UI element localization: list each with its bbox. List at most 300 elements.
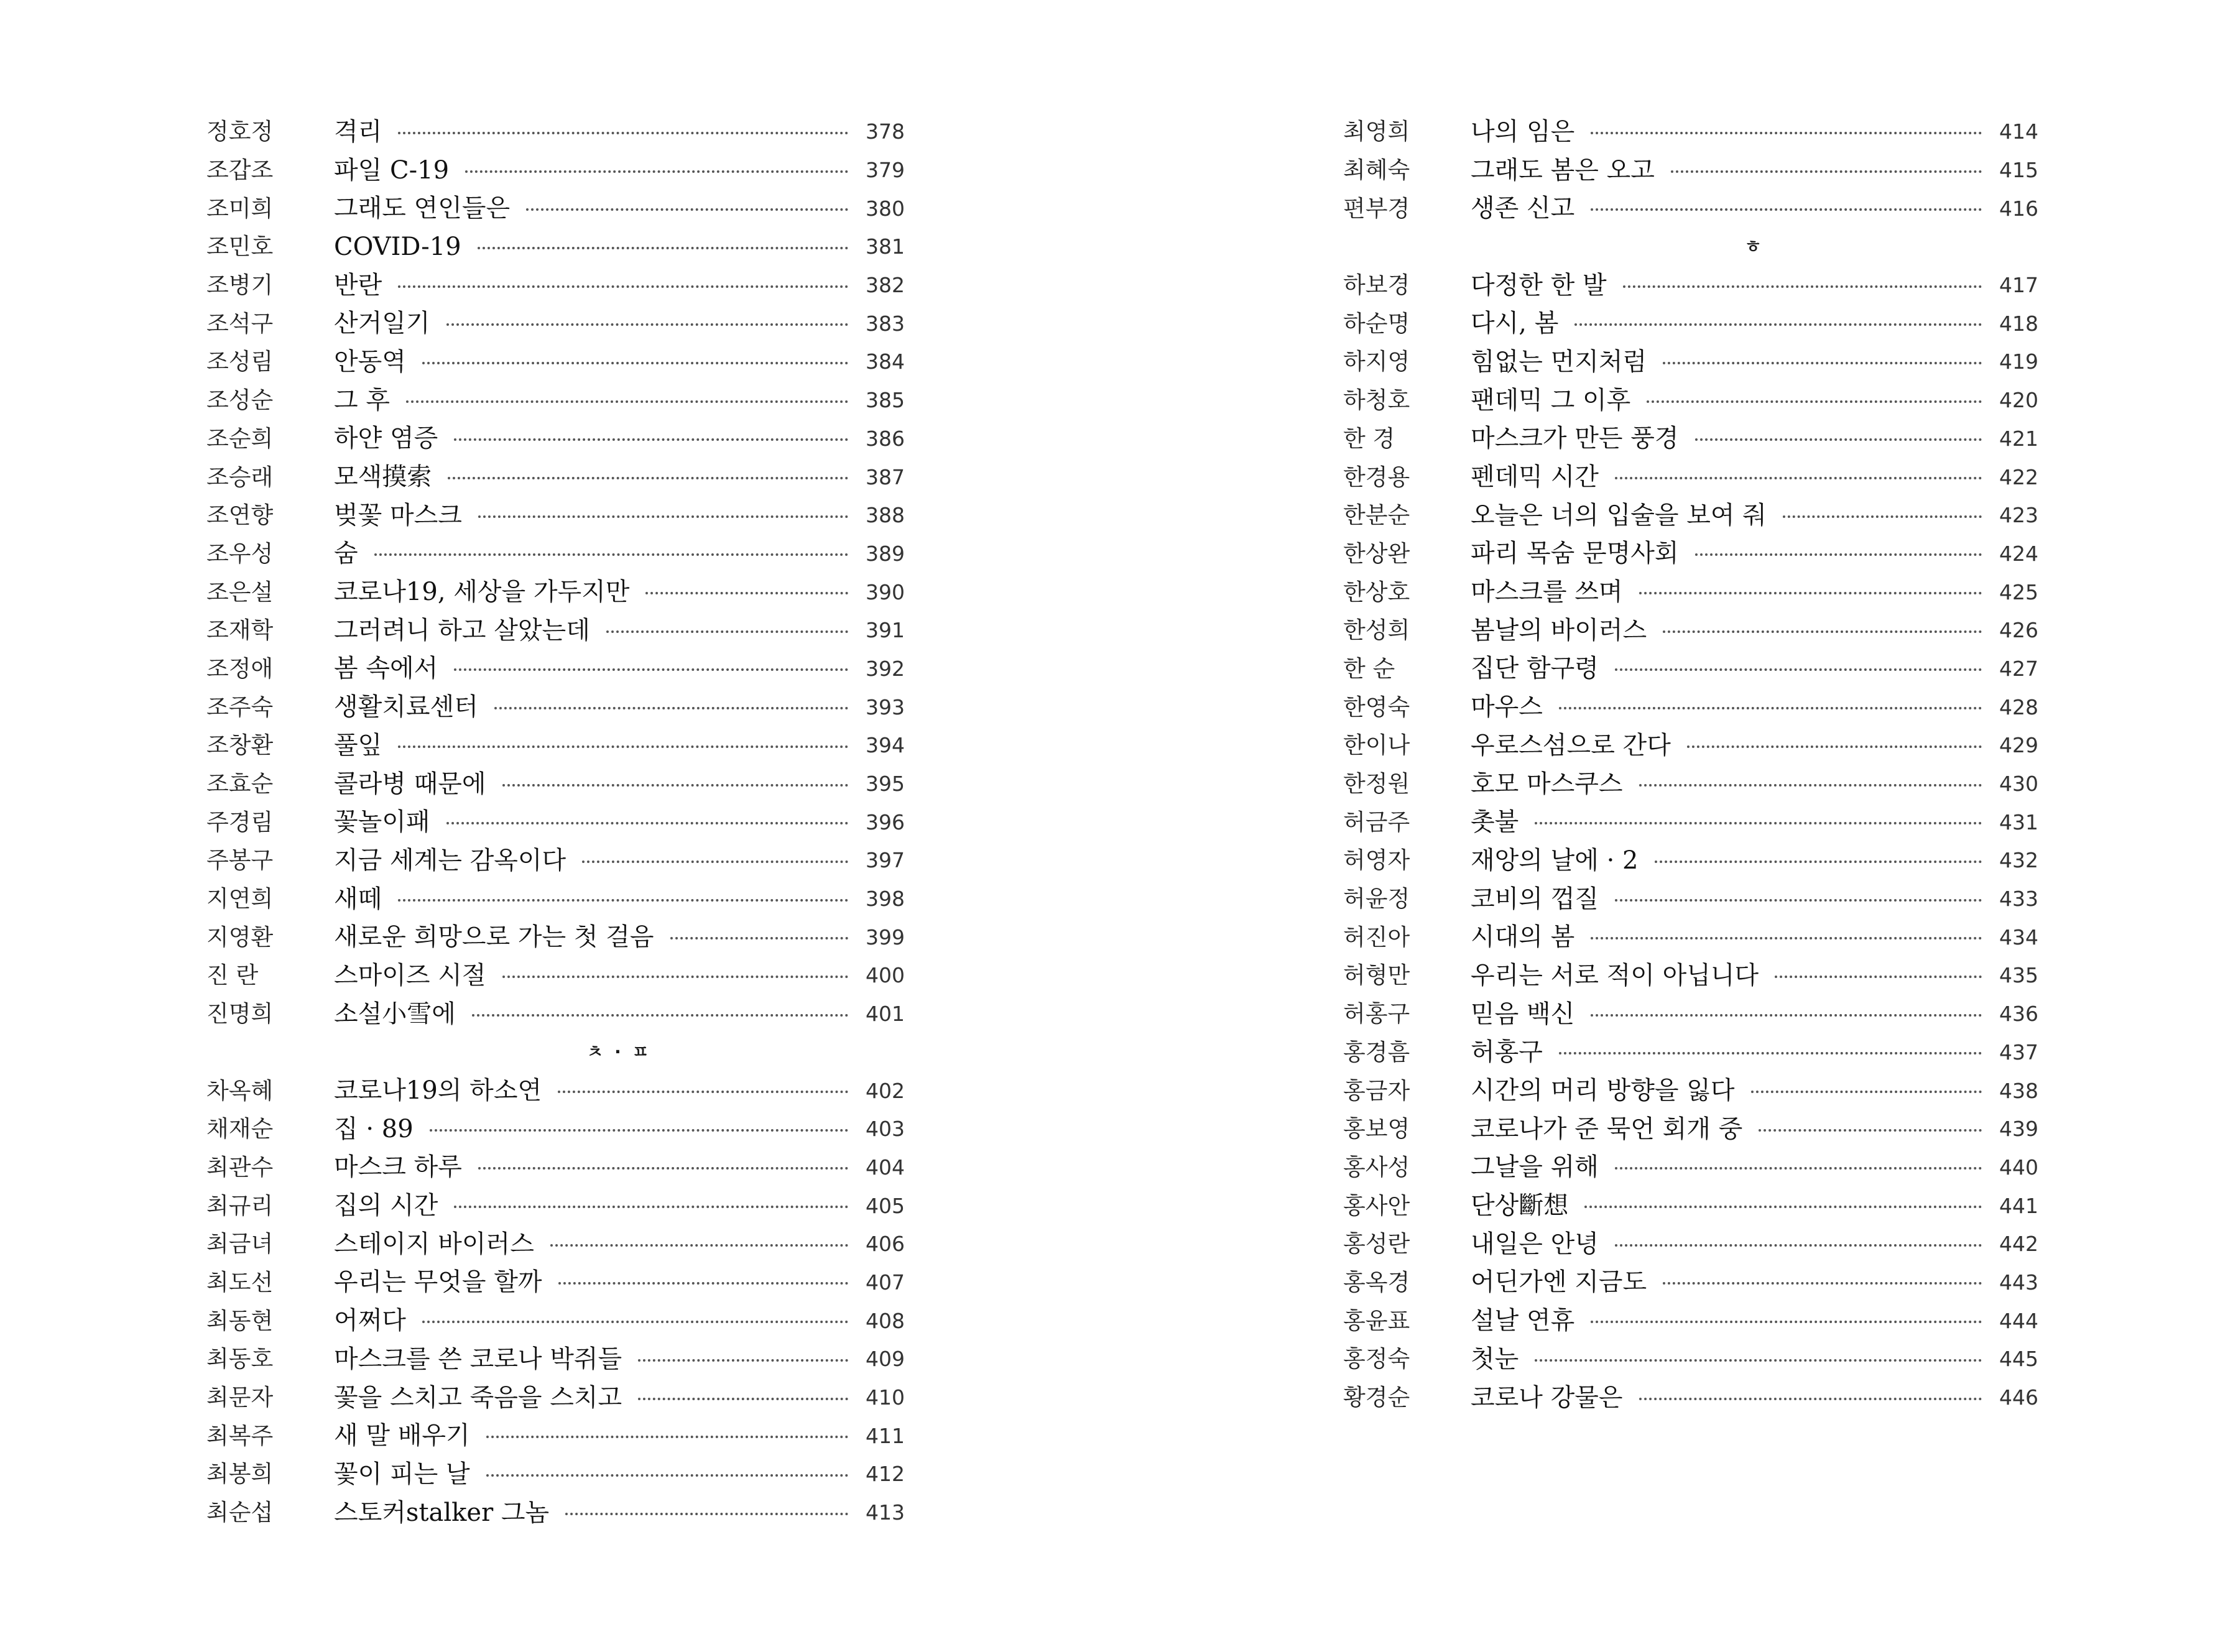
- entry-author: 하순명: [1343, 310, 1410, 337]
- dot-leader: [398, 132, 848, 134]
- entry-title: 콜라병 때문에: [334, 769, 486, 798]
- entry-page-number: 404: [866, 1155, 905, 1179]
- toc-entry[interactable]: [1343, 420, 2038, 458]
- dot-leader: [582, 861, 848, 863]
- entry-title: 집의 시간: [334, 1191, 438, 1221]
- entry-page-number: 416: [1999, 196, 2038, 221]
- dot-leader: [1535, 1359, 1982, 1362]
- dot-leader: [1591, 208, 1982, 211]
- toc-entry[interactable]: [206, 650, 904, 688]
- entry-title: 시대의 봄: [1471, 923, 1575, 952]
- toc-entry[interactable]: [1343, 1071, 2038, 1110]
- entry-author: 홍정숙: [1343, 1345, 1410, 1373]
- entry-title: 다시, 봄: [1471, 309, 1559, 338]
- toc-entry[interactable]: [206, 1340, 904, 1378]
- dot-leader: [1559, 1052, 1982, 1054]
- dot-leader: [1663, 1282, 1982, 1285]
- entry-page-number: 415: [1999, 158, 2038, 183]
- entry-title: 오늘은 너의 입술을 보여 줘: [1471, 501, 1767, 530]
- entry-title: 풀잎: [334, 731, 382, 760]
- entry-author: 한분순: [1343, 502, 1410, 529]
- entry-page-number: 427: [1999, 656, 2038, 681]
- toc-entry[interactable]: [206, 496, 904, 535]
- dot-leader: [1751, 1091, 1982, 1093]
- toc-entry[interactable]: [1343, 880, 2038, 918]
- dot-leader: [446, 822, 848, 824]
- entry-author: 허윤정: [1343, 885, 1410, 913]
- entry-author: 조은설: [206, 578, 274, 606]
- toc-entry[interactable]: [206, 803, 904, 841]
- dot-leader: [638, 1398, 848, 1400]
- dot-leader: [1623, 285, 1982, 288]
- entry-title: 설날 연휴: [1471, 1306, 1575, 1336]
- toc-entry[interactable]: [1343, 611, 2038, 650]
- entry-title: 그래도 봄은 오고: [1471, 155, 1655, 185]
- entry-author: 조창환: [206, 732, 274, 759]
- entry-page-number: 397: [866, 848, 905, 873]
- entry-title: 새떼: [334, 884, 382, 913]
- entry-author: 조병기: [206, 272, 274, 299]
- toc-entry[interactable]: [206, 995, 904, 1033]
- entry-author: 한이나: [1343, 732, 1410, 759]
- entry-page-number: 400: [866, 963, 905, 988]
- entry-title: 스토커stalker 그놈: [334, 1498, 550, 1527]
- entry-page-number: 384: [866, 349, 905, 374]
- entry-title: 팬데믹 그 이후: [1471, 385, 1631, 415]
- toc-entry[interactable]: [1343, 573, 2038, 611]
- toc-entry[interactable]: [206, 343, 904, 381]
- entry-author: 지연희: [206, 885, 274, 913]
- entry-title: 펜데믹 시간: [1471, 463, 1599, 492]
- dot-leader: [486, 1474, 848, 1477]
- toc-entry[interactable]: [1343, 841, 2038, 880]
- entry-author: 최금녀: [206, 1230, 274, 1258]
- toc-entry[interactable]: [206, 956, 904, 995]
- entry-page-number: 407: [866, 1270, 905, 1294]
- entry-page-number: 443: [1999, 1270, 2038, 1294]
- entry-page-number: 428: [1999, 694, 2038, 719]
- entry-page-number: 425: [1999, 579, 2038, 604]
- dot-leader: [478, 247, 848, 249]
- entry-author: 허금주: [1343, 808, 1410, 836]
- toc-entry[interactable]: [1343, 458, 2038, 496]
- entry-title: 그래도 연인들은: [334, 194, 511, 223]
- entry-title: 코로나 강물은: [1471, 1383, 1623, 1412]
- entry-title: 소설小雪에: [334, 999, 456, 1028]
- entry-page-number: 424: [1999, 541, 2038, 566]
- entry-page-number: 385: [866, 388, 905, 413]
- toc-entry[interactable]: [206, 688, 904, 726]
- toc-entry[interactable]: [206, 381, 904, 420]
- toc-entry[interactable]: [1343, 381, 2038, 420]
- toc-entry[interactable]: [1343, 1033, 2038, 1072]
- dot-leader: [1639, 592, 1982, 594]
- entry-title: 다정한 한 발: [1471, 270, 1607, 300]
- entry-author: 한성희: [1343, 617, 1410, 644]
- dot-leader: [1591, 1014, 1982, 1017]
- entry-page-number: 379: [866, 158, 905, 183]
- dot-leader: [446, 323, 848, 326]
- entry-page-number: 413: [866, 1500, 905, 1525]
- entry-title: 숨: [334, 539, 358, 568]
- entry-page-number: 410: [866, 1385, 905, 1410]
- entry-page-number: 426: [1999, 618, 2038, 643]
- toc-entry[interactable]: [1343, 496, 2038, 535]
- entry-page-number: 432: [1999, 848, 2038, 873]
- entry-author: 최순섭: [206, 1499, 274, 1526]
- entry-page-number: 411: [866, 1423, 905, 1448]
- entry-author: 지영환: [206, 923, 274, 951]
- entry-page-number: 442: [1999, 1232, 2038, 1257]
- entry-page-number: 399: [866, 925, 905, 949]
- dot-leader: [454, 668, 848, 671]
- toc-entry[interactable]: [206, 266, 904, 305]
- toc-entry[interactable]: [1343, 1110, 2038, 1148]
- dot-leader: [465, 170, 848, 173]
- dot-leader: [1687, 745, 1982, 748]
- toc-entry[interactable]: [206, 726, 904, 765]
- toc-entry[interactable]: [1343, 189, 2038, 228]
- entry-page-number: 440: [1999, 1155, 2038, 1179]
- dot-leader: [398, 285, 848, 288]
- dot-leader: [1615, 1167, 1982, 1170]
- toc-entry[interactable]: [1343, 1148, 2038, 1187]
- entry-title: 호모 마스쿠스: [1471, 769, 1623, 798]
- entry-title: 우로스섬으로 간다: [1471, 731, 1671, 760]
- toc-entry[interactable]: [206, 420, 904, 458]
- entry-page-number: 388: [866, 503, 905, 528]
- entry-page-number: 393: [866, 694, 905, 719]
- dot-leader: [486, 1436, 848, 1438]
- entry-page-number: 402: [866, 1078, 905, 1103]
- entry-page-number: 412: [866, 1462, 905, 1487]
- entry-page-number: 444: [1999, 1308, 2038, 1333]
- toc-entry[interactable]: [1343, 343, 2038, 381]
- entry-page-number: 445: [1999, 1347, 2038, 1372]
- toc-entry[interactable]: [1343, 304, 2038, 343]
- toc-entry[interactable]: [206, 1378, 904, 1417]
- entry-page-number: 420: [1999, 388, 2038, 413]
- entry-title: 시간의 머리 방향을 잃다: [1471, 1076, 1735, 1105]
- entry-title: 벚꽃 마스크: [334, 501, 462, 530]
- toc-entry[interactable]: [1343, 1263, 2038, 1302]
- dot-leader: [670, 937, 848, 939]
- entry-author: 홍성란: [1343, 1230, 1410, 1258]
- entry-page-number: 417: [1999, 273, 2038, 298]
- dot-leader: [565, 1513, 848, 1515]
- entry-title: 힘없는 먼지처럼: [1471, 347, 1647, 376]
- entry-page-number: 395: [866, 772, 905, 796]
- entry-title: 지금 세계는 감옥이다: [334, 846, 566, 875]
- entry-page-number: 446: [1999, 1385, 2038, 1410]
- toc-entry[interactable]: [206, 1071, 904, 1110]
- dot-leader: [558, 1282, 848, 1285]
- entry-page-number: 418: [1999, 311, 2038, 336]
- toc-entry[interactable]: [1343, 688, 2038, 726]
- dot-leader: [1535, 822, 1982, 824]
- toc-entry[interactable]: [206, 458, 904, 496]
- toc-left-column: [206, 113, 904, 1531]
- entry-author: 조주숙: [206, 693, 274, 721]
- entry-title: 꽃놀이패: [334, 808, 430, 837]
- entry-title: 파일 C-19: [334, 155, 450, 185]
- entry-title: COVID-19: [334, 232, 461, 261]
- entry-author: 하보경: [1343, 272, 1410, 299]
- entry-author: 진 란: [206, 962, 259, 989]
- entry-author: 홍사성: [1343, 1153, 1410, 1181]
- dot-leader: [1663, 630, 1982, 633]
- entry-page-number: 396: [866, 810, 905, 834]
- toc-entry[interactable]: [1343, 726, 2038, 765]
- dot-leader: [478, 515, 848, 518]
- toc-entry[interactable]: [206, 841, 904, 880]
- entry-title: 격리: [334, 117, 382, 146]
- entry-page-number: 392: [866, 656, 905, 681]
- entry-title: 반란: [334, 270, 382, 300]
- entry-page-number: 441: [1999, 1193, 2038, 1218]
- dot-leader: [1615, 899, 1982, 902]
- entry-title: 코로나19의 하소연: [334, 1076, 542, 1105]
- toc-entry[interactable]: [206, 228, 904, 266]
- entry-author: 한영숙: [1343, 693, 1410, 721]
- dot-leader: [1615, 668, 1982, 671]
- entry-author: 허진아: [1343, 923, 1410, 951]
- dot-leader: [1639, 784, 1982, 787]
- entry-title: 어딘가엔 지금도: [1471, 1268, 1647, 1297]
- toc-entry[interactable]: [1343, 1340, 2038, 1378]
- entry-author: 황경순: [1343, 1384, 1410, 1411]
- entry-page-number: 380: [866, 196, 905, 221]
- entry-title: 집단 함구령: [1471, 654, 1599, 683]
- entry-author: 조성림: [206, 348, 274, 376]
- toc-entry[interactable]: [1343, 1186, 2038, 1225]
- entry-author: 최봉희: [206, 1460, 274, 1488]
- entry-author: 차옥혜: [206, 1077, 274, 1104]
- dot-leader: [638, 1359, 848, 1362]
- toc-entry[interactable]: [1343, 918, 2038, 956]
- entry-author: 최동호: [206, 1345, 274, 1373]
- entry-author: 최복주: [206, 1422, 274, 1449]
- entry-title: 나의 임은: [1471, 117, 1575, 146]
- entry-title: 하얀 염증: [334, 424, 438, 453]
- entry-title: 안동역: [334, 347, 406, 376]
- toc-entry[interactable]: [1343, 995, 2038, 1033]
- entry-title: 생존 신고: [1471, 194, 1575, 223]
- toc-entry[interactable]: [206, 880, 904, 918]
- dot-leader: [478, 1167, 848, 1170]
- toc-entry[interactable]: [206, 1148, 904, 1187]
- toc-entry[interactable]: [206, 918, 904, 956]
- toc-entry[interactable]: [1343, 803, 2038, 841]
- toc-entry[interactable]: [1343, 956, 2038, 995]
- entry-page-number: 403: [866, 1117, 905, 1142]
- entry-author: 조석구: [206, 310, 274, 337]
- entry-title: 마우스: [1471, 693, 1543, 722]
- dot-leader: [1615, 1244, 1982, 1247]
- dot-leader: [1559, 707, 1982, 709]
- entry-page-number: 430: [1999, 772, 2038, 796]
- entry-author: 홍경흠: [1343, 1038, 1410, 1066]
- dot-leader: [1615, 477, 1982, 479]
- entry-page-number: 408: [866, 1308, 905, 1333]
- dot-leader: [454, 1206, 848, 1208]
- entry-author: 허형만: [1343, 962, 1410, 989]
- dot-leader: [1671, 170, 1982, 173]
- entry-author: 하지영: [1343, 348, 1410, 376]
- entry-page-number: 439: [1999, 1117, 2038, 1142]
- entry-author: 주봉구: [206, 847, 274, 874]
- entry-author: 허영자: [1343, 847, 1410, 874]
- toc-entry[interactable]: [1343, 535, 2038, 573]
- entry-page-number: 401: [866, 1002, 905, 1027]
- entry-author: 조성순: [206, 387, 274, 414]
- entry-page-number: 381: [866, 234, 905, 259]
- toc-entry[interactable]: [206, 1110, 904, 1148]
- dot-leader: [406, 400, 848, 403]
- toc-entry[interactable]: [206, 1416, 904, 1455]
- entry-page-number: 434: [1999, 925, 2038, 949]
- entry-author: 주경림: [206, 808, 274, 836]
- dot-leader: [494, 707, 848, 709]
- entry-author: 최혜숙: [1343, 157, 1410, 184]
- entry-page-number: 421: [1999, 426, 2038, 451]
- entry-title: 코로나가 준 묵언 회개 중: [1471, 1114, 1743, 1143]
- entry-title: 촛불: [1471, 808, 1519, 837]
- entry-author: 조연향: [206, 502, 274, 529]
- toc-entry[interactable]: [1343, 1378, 2038, 1417]
- entry-title: 믿음 백신: [1471, 999, 1575, 1028]
- entry-page-number: 406: [866, 1232, 905, 1257]
- toc-entry[interactable]: [206, 1493, 904, 1532]
- section-heading: ㅊ · ㅍ: [586, 1041, 652, 1063]
- toc-entry[interactable]: [206, 189, 904, 228]
- dot-leader: [448, 477, 848, 479]
- entry-author: 진명희: [206, 1000, 274, 1028]
- toc-entry[interactable]: [206, 765, 904, 803]
- dot-leader: [1759, 1129, 1982, 1132]
- toc-right-column: [1343, 113, 2038, 1416]
- dot-leader: [454, 438, 848, 441]
- entry-title: 마스크 하루: [334, 1153, 462, 1182]
- toc-entry[interactable]: [1343, 650, 2038, 688]
- entry-page-number: 438: [1999, 1078, 2038, 1103]
- toc-entry[interactable]: [206, 573, 904, 611]
- entry-author: 최영희: [1343, 118, 1410, 145]
- entry-title: 봄날의 바이러스: [1471, 616, 1647, 645]
- dot-leader: [502, 976, 848, 978]
- entry-author: 한상완: [1343, 540, 1410, 567]
- dot-leader: [422, 1321, 848, 1323]
- entry-author: 홍보영: [1343, 1115, 1410, 1143]
- dot-leader: [1775, 976, 1982, 978]
- toc-entry[interactable]: [206, 113, 904, 151]
- toc-entry[interactable]: [1343, 151, 2038, 190]
- entry-author: 정호정: [206, 118, 274, 145]
- entry-page-number: 414: [1999, 119, 2038, 144]
- dot-leader: [1663, 362, 1982, 364]
- dot-leader: [1584, 1206, 1982, 1208]
- entry-page-number: 382: [866, 273, 905, 298]
- entry-author: 채재순: [206, 1115, 274, 1143]
- entry-author: 최동현: [206, 1307, 274, 1334]
- entry-author: 조갑조: [206, 157, 274, 184]
- toc-entry[interactable]: [206, 611, 904, 650]
- entry-author: 허홍구: [1343, 1000, 1410, 1028]
- entry-title: 마스크를 쓰며: [1471, 578, 1623, 607]
- toc-entry[interactable]: [206, 1455, 904, 1493]
- entry-title: 단상斷想: [1471, 1191, 1569, 1221]
- entry-title: 허홍구: [1471, 1038, 1543, 1067]
- entry-page-number: 378: [866, 119, 905, 144]
- toc-entry[interactable]: [206, 1186, 904, 1225]
- entry-title: 그날을 위해: [1471, 1153, 1599, 1182]
- entry-author: 홍윤표: [1343, 1307, 1410, 1334]
- entry-author: 한정원: [1343, 770, 1410, 798]
- entry-title: 스테이지 바이러스: [334, 1229, 534, 1258]
- dot-leader: [398, 899, 848, 902]
- entry-author: 최도선: [206, 1268, 274, 1296]
- entry-title: 꽃이 피는 날: [334, 1459, 470, 1488]
- entry-author: 홍금자: [1343, 1077, 1410, 1104]
- dot-leader: [374, 553, 848, 556]
- entry-title: 마스크를 쓴 코로나 박쥐들: [334, 1344, 622, 1373]
- toc-entry[interactable]: [206, 1263, 904, 1302]
- entry-author: 최규리: [206, 1192, 274, 1219]
- entry-page-number: 423: [1999, 503, 2038, 528]
- dot-leader: [430, 1129, 848, 1132]
- toc-entry[interactable]: [206, 1225, 904, 1263]
- entry-title: 꽃을 스치고 죽음을 스치고: [334, 1383, 622, 1412]
- toc-entry[interactable]: [206, 151, 904, 190]
- entry-author: 한경용: [1343, 463, 1410, 491]
- toc-entry[interactable]: [206, 1301, 904, 1340]
- dot-leader: [1783, 515, 1982, 518]
- dot-leader: [1574, 323, 1982, 326]
- toc-entry[interactable]: [206, 535, 904, 573]
- entry-title: 그 후: [334, 385, 390, 415]
- toc-entry[interactable]: [1343, 1301, 2038, 1340]
- entry-title: 생활치료센터: [334, 693, 478, 722]
- entry-page-number: 386: [866, 426, 905, 451]
- toc-entry[interactable]: [1343, 266, 2038, 305]
- dot-leader: [1591, 132, 1982, 134]
- dot-leader: [1695, 438, 1982, 441]
- entry-page-number: 409: [866, 1347, 905, 1372]
- entry-author: 조민호: [206, 233, 274, 261]
- entry-title: 첫눈: [1471, 1344, 1519, 1373]
- entry-author: 한상호: [1343, 578, 1410, 606]
- entry-title: 코비의 껍질: [1471, 884, 1599, 913]
- section-heading: ㅎ: [1744, 236, 1764, 257]
- entry-page-number: 394: [866, 733, 905, 758]
- toc-entry[interactable]: [206, 304, 904, 343]
- dot-leader: [1655, 861, 1982, 863]
- entry-title: 봄 속에서: [334, 654, 438, 683]
- dot-leader: [1591, 937, 1982, 939]
- entry-author: 편부경: [1343, 195, 1410, 222]
- entry-page-number: 383: [866, 311, 905, 336]
- toc-entry[interactable]: [1343, 113, 2038, 151]
- entry-author: 조효순: [206, 770, 274, 798]
- entry-author: 조우성: [206, 540, 274, 567]
- dot-leader: [1591, 1321, 1982, 1323]
- entry-title: 그러려니 하고 살았는데: [334, 616, 590, 645]
- toc-entry[interactable]: [1343, 1225, 2038, 1263]
- entry-author: 최문자: [206, 1384, 274, 1411]
- dot-leader: [550, 1244, 848, 1247]
- dot-leader: [645, 592, 848, 594]
- toc-entry[interactable]: [1343, 765, 2038, 803]
